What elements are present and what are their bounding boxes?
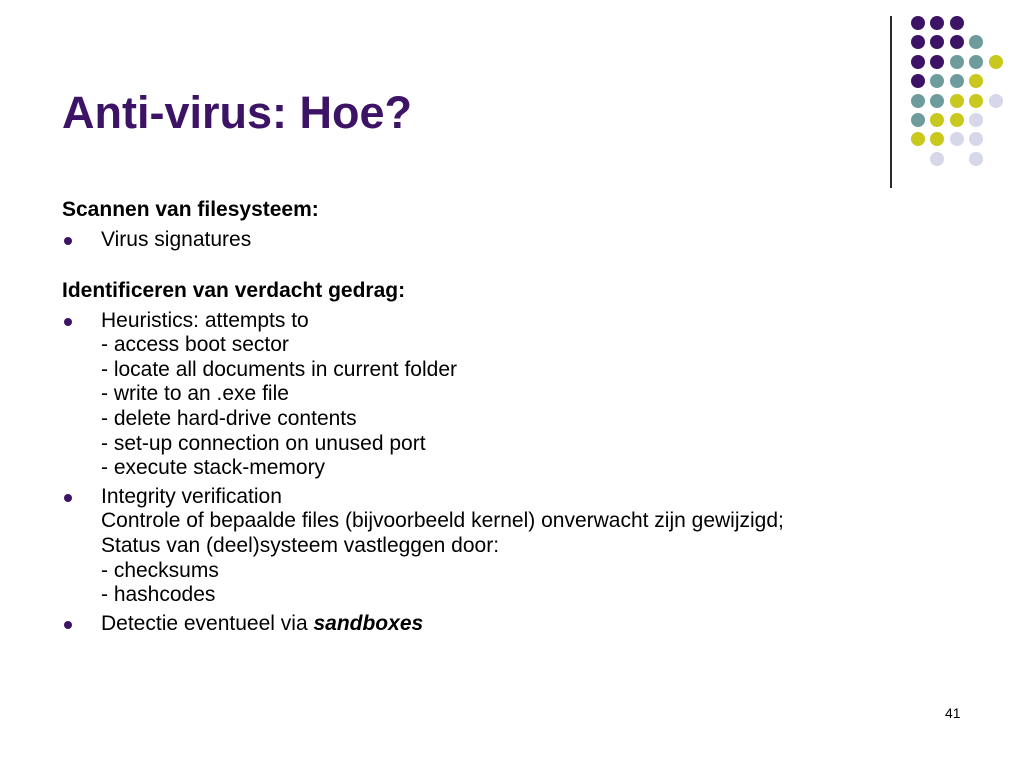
decorative-dot (969, 94, 983, 108)
decorative-dot (930, 74, 944, 88)
decorative-dot (950, 113, 964, 127)
decorative-dot (950, 16, 964, 30)
list-item-line: - locate all documents in current folder (101, 357, 458, 381)
list-item (62, 485, 982, 608)
decorative-dot (911, 74, 925, 88)
list-item-line: Integrity verification (101, 484, 282, 508)
decorative-dot-grid (0, 0, 1024, 200)
decorative-dot (930, 152, 944, 166)
bullet-icon (64, 494, 72, 502)
decorative-dot (930, 132, 944, 146)
decorative-dot (930, 113, 944, 127)
list-item-text: Virus signatures (101, 228, 252, 251)
page-number: 41 (945, 705, 961, 721)
list-item-line: - hashcodes (101, 583, 216, 607)
decorative-dot (930, 35, 944, 49)
decorative-dot (930, 94, 944, 108)
slide-body (62, 196, 982, 660)
list-item-line: - set-up connection on unused port (101, 431, 426, 455)
bullet-icon (64, 237, 72, 245)
bullet-list (62, 309, 982, 637)
decorative-dot (950, 132, 964, 146)
decorative-dot (911, 55, 925, 69)
decorative-dot (950, 55, 964, 69)
list-item-line: Status van (deel)systeem vastleggen door: (101, 533, 500, 557)
decorative-dot (911, 94, 925, 108)
decorative-dot (989, 94, 1003, 108)
decorative-dot (969, 74, 983, 88)
list-item-line: - delete hard-drive contents (101, 406, 357, 430)
list-item-line: Heuristics: attempts to (101, 308, 309, 332)
decorative-dot (950, 74, 964, 88)
section-behaviour (62, 277, 982, 637)
decorative-dot (911, 16, 925, 30)
decorative-dot (930, 16, 944, 30)
bullet-icon (64, 318, 72, 326)
decorative-dot (950, 35, 964, 49)
decorative-dot (969, 152, 983, 166)
decorative-dot (930, 55, 944, 69)
decorative-dot (969, 113, 983, 127)
list-item (62, 228, 982, 253)
decorative-dot (969, 55, 983, 69)
list-item-line: Controle of bepaalde files (bijvoorbeeld kernel) onverwacht zijn gewijzigd; (101, 509, 784, 533)
section-filesystem-scan (62, 196, 982, 253)
list-item-line: - write to an .exe file (101, 382, 289, 406)
list-item (62, 612, 982, 637)
decorative-dot (911, 113, 925, 127)
section-heading: Identificeren van verdacht gedrag: (62, 278, 406, 302)
bullet-list (62, 228, 982, 253)
slide-title: Anti-virus: Hoe? (62, 87, 413, 138)
list-item-line: - access boot sector (101, 333, 289, 357)
list-item-line: - checksums (101, 558, 219, 582)
bullet-icon (64, 621, 72, 629)
decorative-dot (969, 132, 983, 146)
decorative-dot (911, 35, 925, 49)
decorative-dot (911, 132, 925, 146)
decorative-dot (989, 55, 1003, 69)
list-item-line: - execute stack-memory (101, 456, 326, 480)
emphasis-text: sandboxes (313, 611, 424, 635)
decorative-dot (950, 94, 964, 108)
decorative-dot (969, 35, 983, 49)
divider-line (890, 16, 892, 188)
list-item-text: Detectie eventueel via (101, 611, 314, 635)
section-heading: Scannen van filesysteem: (62, 198, 319, 221)
list-item (62, 309, 982, 481)
